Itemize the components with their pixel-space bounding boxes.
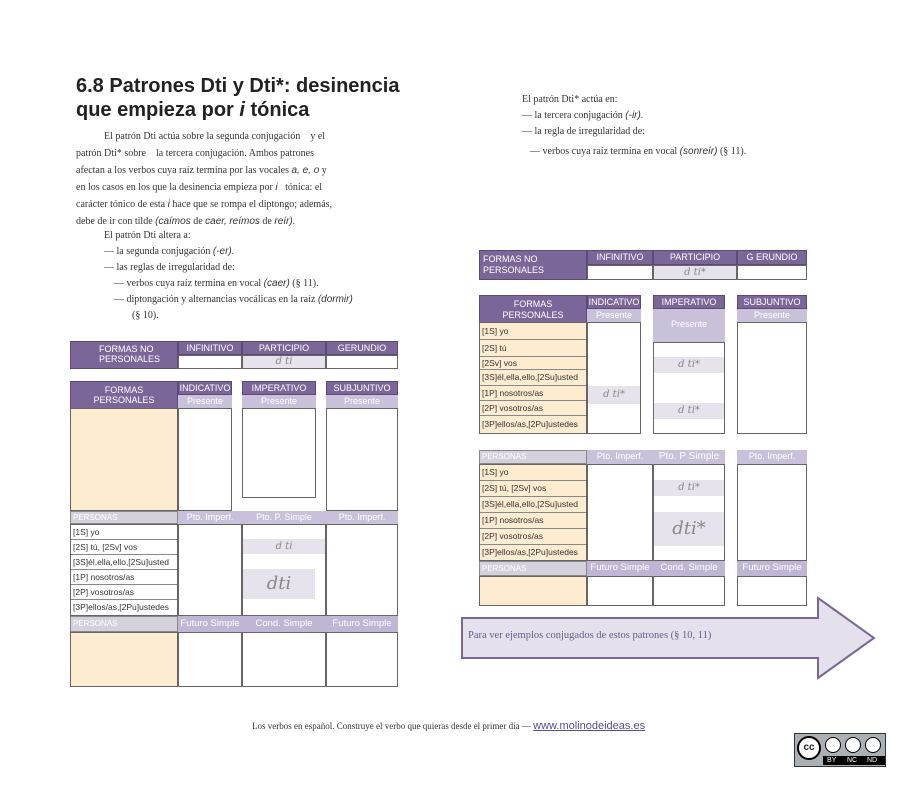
nc-dollar-icon (845, 737, 861, 753)
table-row: [2S] tú, [2Sv] vos (71, 540, 177, 555)
left-cond-simple: Cond. Simple (242, 616, 326, 632)
left-gerundio-cell (326, 355, 398, 369)
right-pto-imperf-cell (587, 464, 653, 561)
right-participio-cell: d ti* (653, 265, 737, 280)
left-indicativo-header: INDICATIVO (179, 383, 231, 393)
right-pps-val: d ti* (654, 480, 724, 496)
table-row: [3P]ellos/as,[2Pu]ustedes (482, 547, 578, 557)
left-presente-subjuntivo: Presente (326, 395, 398, 408)
left-personas-label: PERSONAS (70, 511, 178, 524)
table-row: [3S]él,ella,ello,[2Su]usted (480, 497, 586, 513)
right-imperativo-presente-cell (653, 342, 725, 434)
dti-list: El patrón Dti altera a: — la segunda conjugación (-er). — las reglas de irregularidad de: — verbos cuya raíz termina en vocal (caer) (§ 11). — diptongación y alternancias vocálicas en la raíz (dormir) (§ 10). (104, 230, 353, 321)
cc-license-badge[interactable] (794, 733, 886, 767)
right-formas-no-personales: FORMAS NO PERSONALES (479, 250, 587, 280)
intro-paragraph: El patrón Dti actúa sobre la segunda conjugación y el patrón Dti* sobre la tercera conjugación. Ambos patrones afectan a los verbos cuya raíz termina por las vocales a, e, o y en los casos en los que la desinencia empieza por i tónica: el carácter tónico de esta i hace que se rompa el diptongo; además, debe de ir con tilde (caímos de caer, reímos de reír). (76, 131, 333, 227)
right-pps-big-val: dti* (654, 512, 724, 546)
left-presente-imperativo: Presente (242, 395, 316, 408)
left-cream-block-1 (70, 408, 178, 511)
left-pto-p-simple: Pto. P. Simple (242, 511, 326, 524)
table-row: [1S] yo (71, 525, 177, 540)
right-infinitivo-header: INFINITIVO (587, 250, 653, 265)
table-row: [2P] vosotros/as (71, 585, 177, 600)
right-subj-imperf-cell (737, 464, 807, 561)
right-gerundio-header: G ERUNDIO (737, 250, 807, 265)
right-personas-label: PERSONAS (479, 450, 587, 464)
table-row: [1S] yo (480, 323, 586, 340)
left-imperativo-header: IMPERATIVO (242, 381, 316, 395)
left-subjuntivo-presente-cell (326, 408, 398, 511)
table-row: [2S] tú (480, 340, 586, 357)
left-futuro-simple: Futuro Simple (178, 616, 242, 632)
examples-link-text[interactable]: Para ver ejemplos conjugados de estos patrones (§ 10, 11) (468, 630, 712, 641)
table-row: [2P] vosotros/as (480, 401, 586, 416)
table-row: [1P] nosotros/as (480, 386, 586, 401)
right-presente-subjuntivo: Presente (737, 309, 807, 322)
right-subjuntivo-presente-cell (737, 322, 807, 434)
right-indicativo-header: INDICATIVO (588, 297, 640, 307)
right-presente-indicativo: Presente (587, 309, 641, 322)
left-futuro-cell (178, 632, 242, 687)
left-pto-imperf-cell (178, 524, 242, 616)
left-pps-val: d ti (243, 539, 325, 554)
right-formas-personales: FORMAS PERSONALES (479, 295, 587, 323)
table-row: [1P] nosotros/as (71, 570, 177, 585)
license-labels: BY NC ND (823, 756, 885, 765)
left-indicativo-presente-cell (178, 408, 232, 511)
left-formas-personales: FORMAS PERSONALES (70, 381, 178, 409)
right-participio-header: PARTICIPIO (653, 250, 737, 265)
right-indicativo-presente-cell (587, 322, 641, 434)
page-title: 6.8 Patrones Dti y Dti*: desinencia que empieza por i tónica (76, 75, 400, 121)
right-futuro-simple-subj: Futuro Simple (737, 561, 807, 576)
right-personas-label-2: PERSONAS (479, 561, 587, 576)
website-link[interactable]: www.molinodeideas.es (533, 720, 646, 732)
nd-equals-icon (865, 737, 881, 753)
table-row: [2P] vosotros/as (480, 529, 586, 545)
left-subjuntivo-header: SUBJUNTIVO (326, 381, 398, 395)
left-imperativo-presente-cell (242, 408, 316, 498)
left-participio-cell: d ti (242, 355, 326, 369)
left-cream-block-2 (70, 632, 178, 687)
right-infinitivo-cell (587, 265, 653, 280)
table-row: [3P]ellos/as,[2Pu]ustedes (482, 419, 578, 429)
left-pto-imperf: Pto. Imperf. (178, 511, 242, 524)
table-row: [1S] yo (480, 465, 586, 481)
right-cond-simple: Cond. Simple (653, 561, 725, 576)
table-row: [2Sv] vos (480, 357, 586, 370)
cc-icon: cc (797, 736, 821, 760)
left-infinitivo-cell (178, 355, 242, 369)
table-row: [3P]ellos/as,[2Pu]ustedes (73, 602, 169, 612)
left-personas-label-2: PERSONAS (70, 616, 178, 632)
right-presente-imperativo: Presente (653, 309, 725, 342)
left-subj-imperf-cell (326, 524, 398, 616)
left-participio-header: PARTICIPIO (242, 341, 326, 355)
right-gerundio-cell (737, 265, 807, 280)
left-infinitivo-header: INFINITIVO (178, 341, 242, 355)
table-row: [3S]él,ella,ello,[2Su]usted (71, 555, 177, 570)
by-person-icon (825, 737, 841, 753)
right-imperativo-val-1: d ti* (654, 357, 724, 373)
left-futuro-simple-subj: Futuro Simple (326, 616, 398, 632)
right-pto-p-simple: Pto. P Simple (653, 450, 725, 464)
right-persons-list-past (479, 464, 587, 561)
right-futuro-simple: Futuro Simple (587, 561, 653, 576)
right-indicativo-val: d ti* (588, 386, 640, 404)
left-futuro-subj-cell (326, 632, 398, 687)
left-pto-imperf-subj: Pto. Imperf. (326, 511, 398, 524)
right-imperativo-header: IMPERATIVO (653, 295, 725, 309)
left-persons-list (70, 524, 178, 616)
right-pto-imperf-subj: Pto. Imperf. (737, 450, 807, 464)
left-presente-indicativo: Presente (178, 395, 232, 408)
table-row: [1P] nosotros/as (480, 513, 586, 529)
left-gerundio-header: GERUNDIO (326, 341, 398, 355)
footer: Los verbos en español. Construye el verbo que quieras desde el primer día — www.molinodeideas.es (252, 720, 646, 732)
left-pps-big-val: dti (243, 569, 315, 599)
right-pto-imperf: Pto. Imperf. (587, 450, 653, 464)
right-subjuntivo-header: SUBJUNTIVO (737, 295, 807, 309)
right-persons-list (479, 322, 587, 434)
table-row: [3S]él,ella,ello,[2Su]usted (480, 370, 586, 386)
dtistar-list: El patrón Dti* actúa en: — la tercera conjugación (-ir). — la regla de irregularidad de: — verbos cuya raíz termina en vocal (sonreír) (§ 11). (522, 94, 747, 157)
left-cond-cell (242, 632, 326, 687)
left-formas-no-personales: FORMAS NO PERSONALES (70, 341, 178, 369)
right-imperativo-val-2: d ti* (654, 403, 724, 419)
table-row: [2S] tú, [2Sv] vos (480, 481, 586, 497)
